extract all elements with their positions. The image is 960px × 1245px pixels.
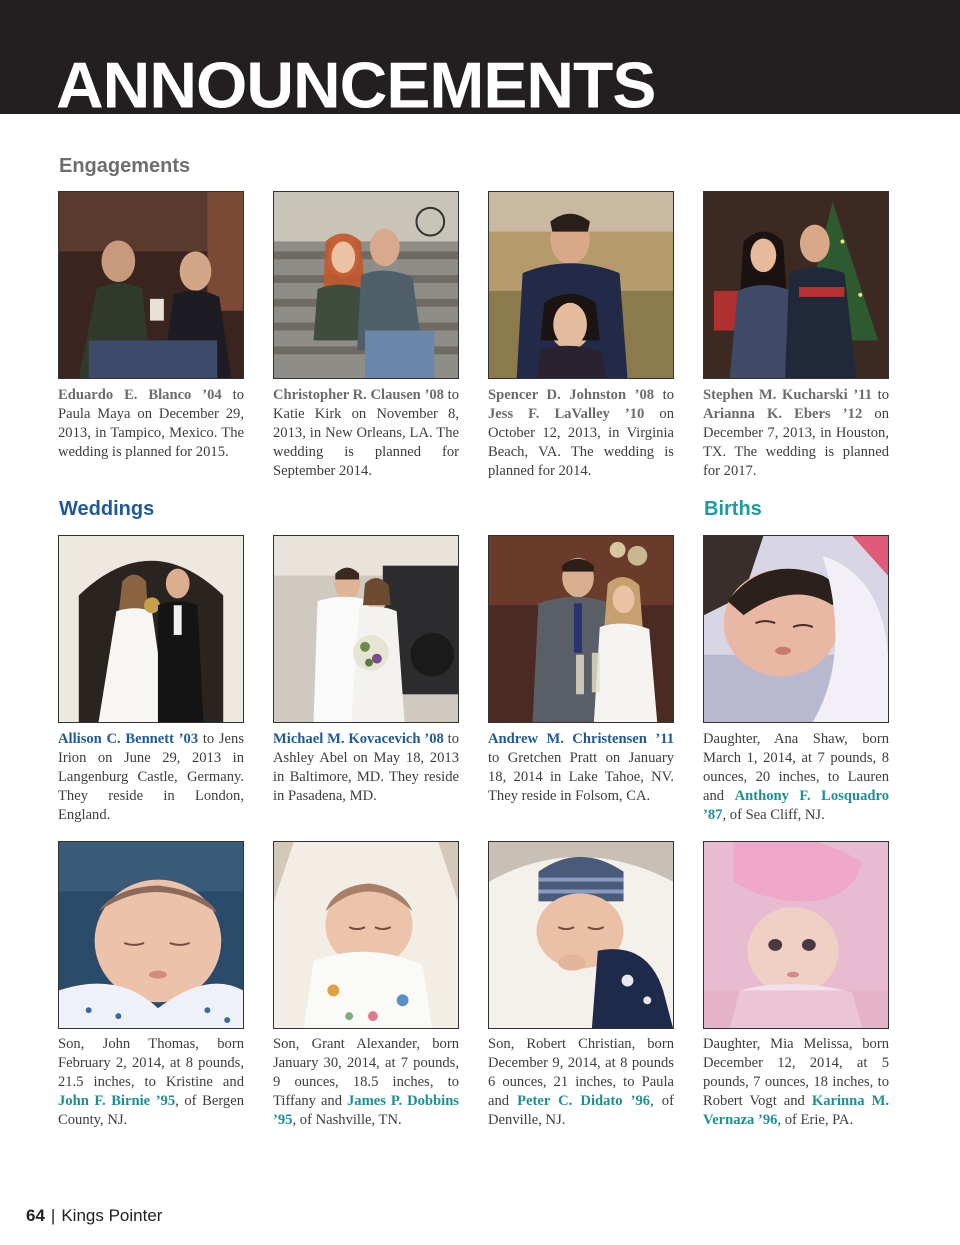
wedding-caption-bennett: Allison C. Bennett ’03 to Jens Irion on June 29, 2013 in Langenburg Castle, Germany. They reside in London, England.	[58, 731, 244, 823]
birth-parent-name: Karinna M. Vernaza ’96	[703, 1093, 889, 1128]
engagement-photo-clausen	[273, 191, 459, 379]
birth-parent-name: Peter C. Didato ’96	[517, 1093, 651, 1109]
engagement-caption-blanco: Eduardo E. Blanco ’04 to Paula Maya on December 29, 2013, in Tampico, Mexico. The wedding is planned for 2015.	[58, 387, 245, 460]
engagement-caption-clausen: Christopher R. Clausen ’08 to Katie Kirk on November 8, 2013, in New Orleans, LA. The wedding is planned for September 2014.	[273, 387, 459, 479]
wedding-photo-christensen	[488, 535, 674, 723]
page-title: ANNOUNCEMENTS	[56, 48, 656, 114]
wedding-name: Michael M. Kovacevich ’08	[273, 731, 444, 747]
engagement-caption-kucharski: Stephen M. Kucharski ’11 to Arianna K. Ebers ’12 on December 7, 2013, in Houston, TX. The wedding is planned for 2017.	[703, 387, 890, 479]
wedding-photo-bennett	[58, 535, 244, 723]
wedding-caption-kovacevich: Michael M. Kovacevich ’08 to Ashley Abel on May 18, 2013 in Baltimore, MD. They reside in Pasadena, MD.	[273, 731, 460, 804]
page-footer	[26, 1206, 162, 1226]
birth-photo-dobbins	[273, 841, 459, 1029]
wedding-name: Allison C. Bennett ’03	[58, 731, 199, 747]
wedding-caption-christensen: Andrew M. Christensen ’11 to Gretchen Pratt on January 18, 2014 in Lake Tahoe, NV. They reside in Folsom, CA.	[488, 731, 674, 804]
birth-caption-dobbins: Son, Grant Alexander, born January 30, 2014, at 7 pounds, 9 ounces, 18.5 inches, to Tiffany and James P. Dobbins ’95, of Nashville, TN.	[273, 1036, 459, 1128]
engagement-photo-johnston	[488, 191, 674, 379]
engagement-name: Christopher R. Clausen ’08	[273, 387, 444, 403]
birth-caption-birnie: Son, John Thomas, born February 2, 2014, at 8 pounds, 21.5 inches, to Kristine and John F. Birnie ’95, of Bergen County, NJ.	[58, 1036, 244, 1128]
page-header	[0, 0, 960, 114]
birth-caption-vernaza: Daughter, Mia Melissa, born December 12, 2014, at 5 pounds, 7 ounces, 18 inches, to Robert Vogt and Karinna M. Vernaza ’96, of Erie, PA.	[703, 1036, 889, 1128]
birth-parent-name: Anthony F. Losquadro ’87	[703, 788, 889, 823]
engagement-name: Stephen M. Kucharski ’11	[703, 387, 872, 403]
birth-caption-didato: Son, Robert Christian, born December 9, 2014, at 8 pounds 6 ounces, 21 inches, to Paula and Peter C. Didato ’96, of Denville, NJ.	[488, 1036, 674, 1128]
engagement-photo-blanco	[58, 191, 244, 379]
birth-photo-didato	[488, 841, 674, 1029]
engagement-name: Eduardo E. Blanco ’04	[58, 387, 222, 403]
birth-parent-name: John F. Birnie ’95	[58, 1093, 176, 1109]
engagements-heading: Engagements	[59, 155, 191, 177]
wedding-name: Andrew M. Christensen ’11	[488, 731, 674, 747]
publication-name: Kings Pointer	[61, 1206, 163, 1225]
engagement-name: Jess F. LaValley ’10	[488, 406, 645, 422]
birth-caption-losquadro: Daughter, Ana Shaw, born March 1, 2014, at 7 pounds, 8 ounces, 20 inches, to Lauren and Anthony F. Losquadro ’87, of Sea Cliff, NJ.	[703, 731, 889, 823]
weddings-heading: Weddings	[59, 498, 155, 520]
page-number: 64	[26, 1206, 45, 1225]
wedding-photo-kovacevich	[273, 535, 459, 723]
engagement-caption-johnston: Spencer D. Johnston ’08 to Jess F. LaValley ’10 on October 12, 2013, in Virginia Beach, VA. The wedding is planned for 2014.	[488, 387, 674, 479]
engagement-name: Arianna K. Ebers ’12	[703, 406, 863, 422]
births-heading: Births	[704, 498, 762, 520]
footer-separator: |	[50, 1206, 56, 1225]
engagement-name: Spencer D. Johnston ’08	[488, 387, 655, 403]
birth-photo-vernaza	[703, 841, 889, 1029]
birth-parent-name: James P. Dobbins ’95	[273, 1093, 459, 1128]
birth-photo-losquadro	[703, 535, 889, 723]
birth-photo-birnie	[58, 841, 244, 1029]
engagement-photo-kucharski	[703, 191, 889, 379]
